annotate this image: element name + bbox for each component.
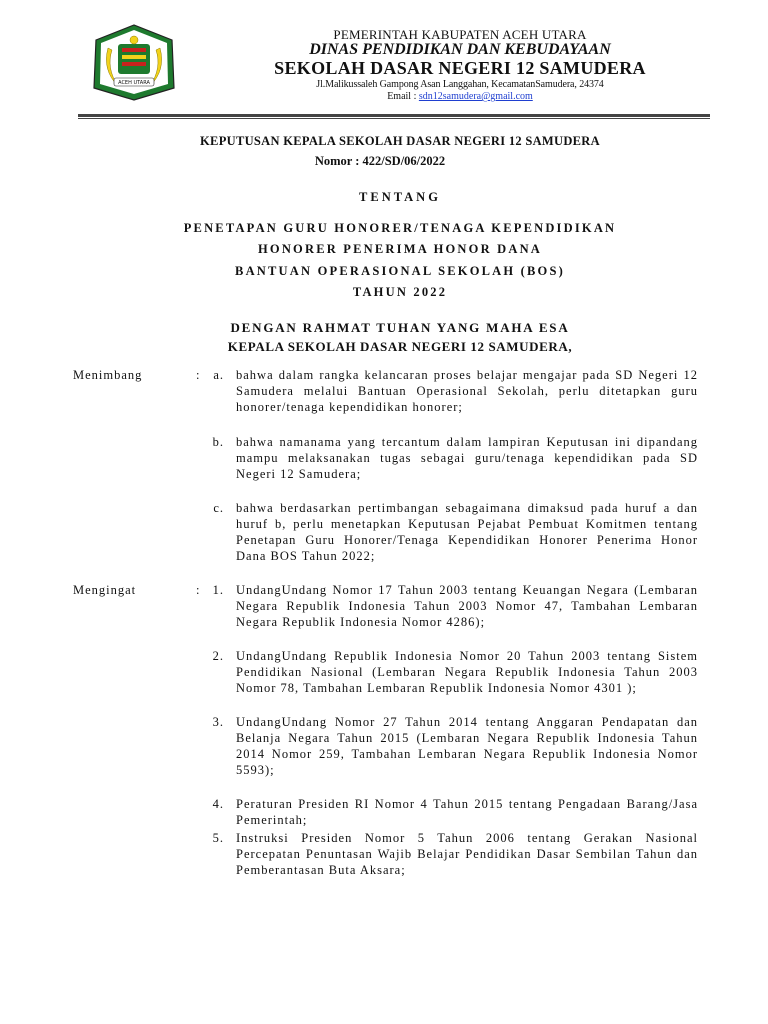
mengingat-colon: : <box>196 583 201 597</box>
menimbang-item-c: bahwa berdasarkan pertimbangan sebagaimana dimaksud pada huruf a dan huruf b, perlu menetapkan Keputusan Pejabat Pembuat Komitmen tentang Penetapan Guru Honorer/Tenaga Kependidikan Honorer Penerima Honor Dana BOS Tahun 2022; <box>236 501 698 563</box>
mengingat-marker-4: 4. <box>212 797 224 811</box>
letterhead-divider-thick <box>78 114 710 117</box>
mengingat-item-4: Peraturan Presiden RI Nomor 4 Tahun 2015 tentang Pengadaan Barang/Jasa Pemerintah; <box>236 797 698 827</box>
mengingat-marker-1: 1. <box>212 583 224 597</box>
subject-line-2: HONORER PENERIMA HONOR DANA <box>257 242 543 256</box>
menimbang-label: Menimbang <box>73 368 143 382</box>
letterhead-agency: DINAS PENDIDIKAN DAN KEBUDAYAAN <box>309 41 611 58</box>
menimbang-item-b: bahwa namanama yang tercantum dalam lampiran Keputusan ini dipandang mampu melaksanakan tugas sebagai guru/tenaga kependidikan pada SD Negeri 12 Samudera; <box>236 435 698 481</box>
invocation-line: DENGAN RAHMAT TUHAN YANG MAHA ESA <box>230 320 570 335</box>
aceh-utara-emblem-logo <box>88 22 180 102</box>
subject-line-3: BANTUAN OPERASIONAL SEKOLAH (BOS) <box>235 264 565 278</box>
decree-number: Nomor : 422/SD/06/2022 <box>314 154 446 168</box>
menimbang-item-a: bahwa dalam rangka kelancaran proses belajar mengajar pada SD Negeri 12 Samudera melalui Bantuan Operasional Sekolah, perlu ditetapkan guru honorer/tenaga kependidikan honorer; <box>236 368 698 414</box>
mengingat-item-2: UndangUndang Republik Indonesia Nomor 20 Tahun 2003 tentang Sistem Pendidikan Nasional (Lembaran Negara Republik Indonesia Tahun 2003 Nomor 78, Tambahan Lembaran Republik Indonesia Nomor 4301 ); <box>236 649 698 695</box>
letterhead-government: PEMERINTAH KABUPATEN ACEH UTARA <box>333 27 587 42</box>
mengingat-item-5: Instruksi Presiden Nomor 5 Tahun 2006 tentang Gerakan Nasional Percepatan Penuntasan Wajib Belajar Pendidikan Dasar Sembilan Tahun dan Pemberantasan Buta Aksara; <box>236 831 698 877</box>
decree-title: KEPUTUSAN KEPALA SEKOLAH DASAR NEGERI 12 SAMUDERA <box>200 134 600 148</box>
menimbang-marker-c: c. <box>213 501 224 515</box>
mengingat-label: Mengingat <box>73 583 137 597</box>
letterhead-address: Jl.Malikussaleh Gampong Asan Langgahan, KecamatanSamudera, 24374 <box>316 79 604 90</box>
menimbang-colon: : <box>196 368 201 382</box>
svg-text:ACEH UTARA: ACEH UTARA <box>118 80 150 86</box>
menimbang-marker-b: b. <box>212 435 224 449</box>
email-link[interactable]: sdn12samudera@gmail.com <box>418 91 533 102</box>
tentang-heading: TENTANG <box>359 190 441 204</box>
mengingat-marker-3: 3. <box>212 715 224 729</box>
mengingat-item-1: UndangUndang Nomor 17 Tahun 2003 tentang Keuangan Negara (Lembaran Negara Republik Indonesia Tahun 2003 Nomor 47, Tambahan Lembaran Negara Republik Indonesia Nomor 4286); <box>236 583 698 629</box>
subject-line-1: PENETAPAN GURU HONORER/TENAGA KEPENDIDIKAN <box>183 221 617 235</box>
email-label: Email : <box>387 91 419 102</box>
letterhead-divider-thin <box>78 118 710 119</box>
letterhead-email-line <box>200 91 720 102</box>
authority-line: KEPALA SEKOLAH DASAR NEGERI 12 SAMUDERA, <box>227 339 573 354</box>
mengingat-marker-5: 5. <box>212 831 224 845</box>
subject-line-4: TAHUN 2022 <box>352 285 448 299</box>
letterhead-school-name: SEKOLAH DASAR NEGERI 12 SAMUDERA <box>274 58 646 78</box>
menimbang-marker-a: a. <box>213 368 224 382</box>
mengingat-item-3: UndangUndang Nomor 27 Tahun 2014 tentang Anggaran Pendapatan dan Belanja Negara Tahun 2015 (Lembaran Negara Republik Indonesia Tahun 2014 Nomor 259, Tambahan Lembaran Negara Republik Indonesia Nomor 5593); <box>236 715 698 777</box>
mengingat-marker-2: 2. <box>212 649 224 663</box>
